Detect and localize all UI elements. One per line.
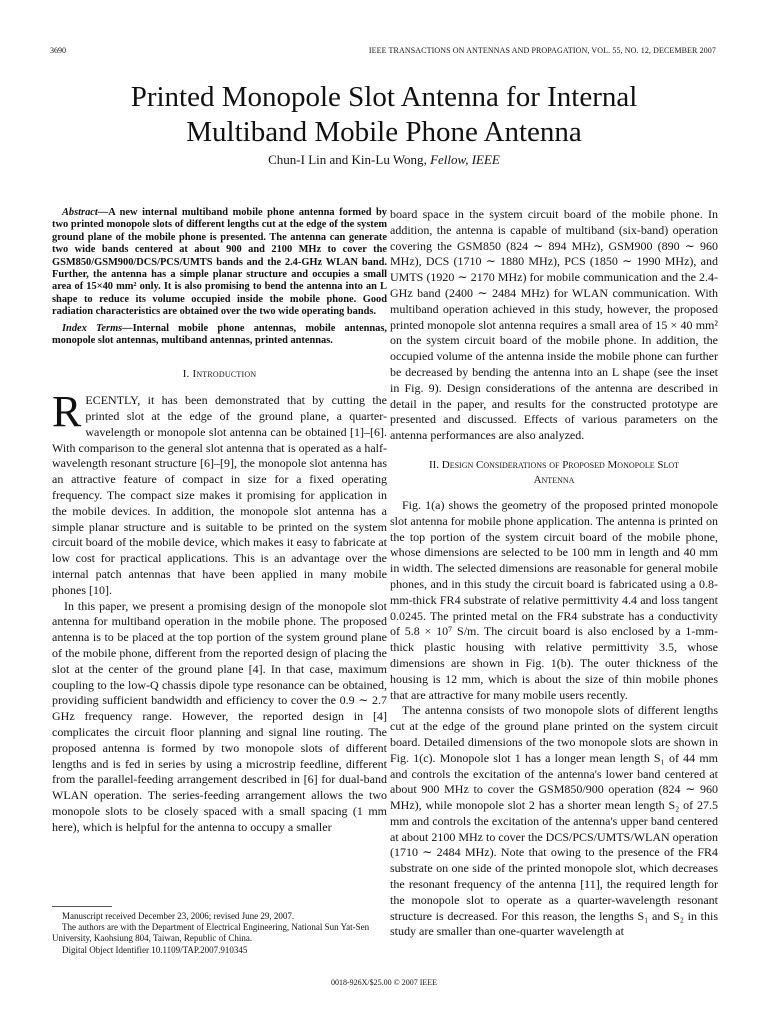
footnote-received: Manuscript received December 23, 2006; revised June 29, 2007. <box>62 911 295 921</box>
author-names: Chun-I Lin and Kin-Lu Wong <box>268 152 424 167</box>
section-1-numeral: I. <box>182 368 190 381</box>
page-number: 3690 <box>50 46 66 55</box>
journal-header: IEEE TRANSACTIONS ON ANTENNAS AND PROPAGATION, VOL. 55, NO. 12, DECEMBER 2007 <box>368 46 716 55</box>
paper-title <box>40 80 728 150</box>
title-line-2: Multiband Mobile Phone Antenna <box>186 116 582 148</box>
right-column <box>390 207 718 940</box>
intro-paragraph-1 <box>52 387 387 598</box>
index-terms <box>52 323 387 348</box>
drop-cap: R <box>52 387 82 437</box>
intro-p1-text: ECENTLY, it has been demonstrated that by cutting the printed slot at the edge of the ground plane, a quarter-wavelength or monopole slot antenna can be obtained [1]–[6]. With comparison to the general slot antenna that is operated as a half-wavelength resonant structure [6]–[9], the monopole slot antenna has an attractive feature of compact in size for a fixed operating frequency. The compact size makes it promising for application in the mobile devices. In addition, the monopole slot antenna has a simple planar structure and is suitable to be printed on the system circuit board of the mobile device, which makes it easy to fabricate at low cost for practical applications. This is an advantage over the internal patch antennas that have been applied in many mobile phones [10]. <box>52 393 387 597</box>
section-1-heading <box>52 367 387 383</box>
intro-continuation: board space in the system circuit board of the mobile phone. In addition, the antenna is capable of multiband (six-band) operation covering the GSM850 (824 ∼ 894 MHz), GSM900 (890 ∼ 960 MHz), DCS (1710 ∼ 1880 MHz), PCS (1850 ∼ 1990 MHz), and UMTS (1920 ∼ 2170 MHz) for mobile communication and the 2.4-GHz band (2400 ∼ 2484 MHz) for WLAN communication. With multiband operation achieved in this study, however, the proposed printed monopole slot antenna requires a small area of 15 × 40 mm² on the system circuit board of the mobile phone. In addition, the occupied volume of the antenna inside the mobile phone can further be decreased by bending the antenna into an L shape (see the inset in Fig. 9). Design considerations of the antenna are described in detail in the paper, and results for the constructed prototype are presented and discussed. Effects of various parameters on the antenna performances are also analyzed. <box>390 207 718 443</box>
footnotes <box>52 911 387 956</box>
footnote-doi: Digital Object Identifier 10.1109/TAP.2007.910345 <box>62 944 248 955</box>
copyright-footer: 0018-926X/$25.00 © 2007 IEEE <box>330 978 438 987</box>
design-paragraph-1: Fig. 1(a) shows the geometry of the proposed printed monopole slot antenna for mobile phone application. The antenna is printed on the top portion of the system circuit board of the mobile phone, whose dimensions are selected to be 100 mm in length and 40 mm in width. The selected dimensions are reasonable for general mobile phones, and in this study the circuit board is fabricated using a 0.8-mm-thick FR4 substrate of relative permittivity 4.4 and loss tangent 0.0245. The printed metal on the FR4 substrate has a conductivity of 5.8 × 10⁷ S/m. The circuit board is also enclosed by a 1-mm-thick plastic housing with relative permittivity 3.5, whose dimensions are shown in Fig. 1(b). The outer thickness of the housing is 12 mm, which is about the size of thin mobile phones that are attractive for many mobile users recently. <box>390 497 718 702</box>
intro-paragraph-2: In this paper, we present a promising design of the monopole slot antenna for multiband operation in the mobile phone. The proposed antenna is to be placed at the top portion of the system ground plane of the mobile phone, different from the reported design of placing the slot at the center of the ground plane [4]. In that case, maximum coupling to the low-Q chassis dipole type resonance can be obtained, providing sufficient bandwidth and efficiency to cover the 0.9 ∼ 2.7 GHz frequency range. However, the reported design in [4] complicates the circuit floor planning and signal line routing. The proposed antenna is formed by two monopole slots of different lengths and is fed in series by using a microstrip feedline, different from the parallel-feeding arrangement described in [6] for dual-band WLAN operation. The series-feeding arrangement allows the two monopole slots to be closely spaced with a small spacing (1 mm here), which is helpful for the antenna to occupy a smaller <box>52 598 387 834</box>
section-2-heading <box>390 458 718 488</box>
abstract-text: A new internal multiband mobile phone antenna formed by two printed monopole slots of different lengths cut at the edge of the system ground plane of the mobile phone is presented. The antenna can generate two wide bands centered at about 900 and 2100 MHz to cover the GSM850/GSM900/DCS/PCS/UMTS bands and the 2.4-GHz WLAN band. Further, the antenna has a simple planar structure and occupies a small area of 15×40 mm² only. It is also promising to bend the antenna into an L shape to reduce its volume occupied inside the mobile phone. Good radiation characteristics are obtained over the two wide operating bands. <box>52 207 387 318</box>
footnote-rule <box>52 906 112 907</box>
section-2-title-line-1: Design Considerations of Proposed Monopole Slot <box>441 458 680 471</box>
author-suffix: , Fellow, IEEE <box>423 152 500 167</box>
author-line <box>40 152 728 168</box>
index-terms-label: Index Terms— <box>62 322 133 334</box>
title-line-1: Printed Monopole Slot Antenna for Internal <box>130 81 638 113</box>
footnote-affiliation: The authors are with the Department of Electrical Engineering, National Sun Yat-Sen University, Kaohsiung 804, Taiwan, Republic of China. <box>52 922 370 944</box>
abstract-label: Abstract— <box>62 207 109 218</box>
section-2-numeral: II. <box>428 458 440 471</box>
design-paragraph-2: The antenna consists of two monopole slots of different lengths cut at the edge of the ground plane printed on the system circuit board. Detailed dimensions of the two monopole slots are shown in Fig. 1(c). Monopole slot 1 has a longer mean length S₁ of 44 mm and controls the excitation of the antenna's lower band centered at about 900 MHz to cover the GSM850/900 operation (824 ∼ 960 MHz), while monopole slot 2 has a shorter mean length S₂ of 27.5 mm and controls the excitation of the antenna's upper band centered at about 2100 MHz to cover the DCS/PCS/UMTS/WLAN operation (1710 ∼ 2484 MHz). Note that owing to the presence of the FR4 substrate on one side of the printed monopole slot, which decreases the resonant frequency of the antenna [11], the required length for the monopole slot to operate as a quarter-wavelength resonant structure is decreased. For this reason, the lengths S₁ and S₂ in this study are smaller than one-quarter wavelength at <box>390 703 718 939</box>
left-column <box>52 207 387 836</box>
section-2-title-line-2: Antenna <box>533 473 575 486</box>
abstract <box>52 207 387 319</box>
index-terms-text: Internal mobile phone antennas, mobile antennas, monopole slot antennas, multiband antennas, printed antennas. <box>52 322 387 347</box>
section-1-title: Introduction <box>192 368 257 381</box>
